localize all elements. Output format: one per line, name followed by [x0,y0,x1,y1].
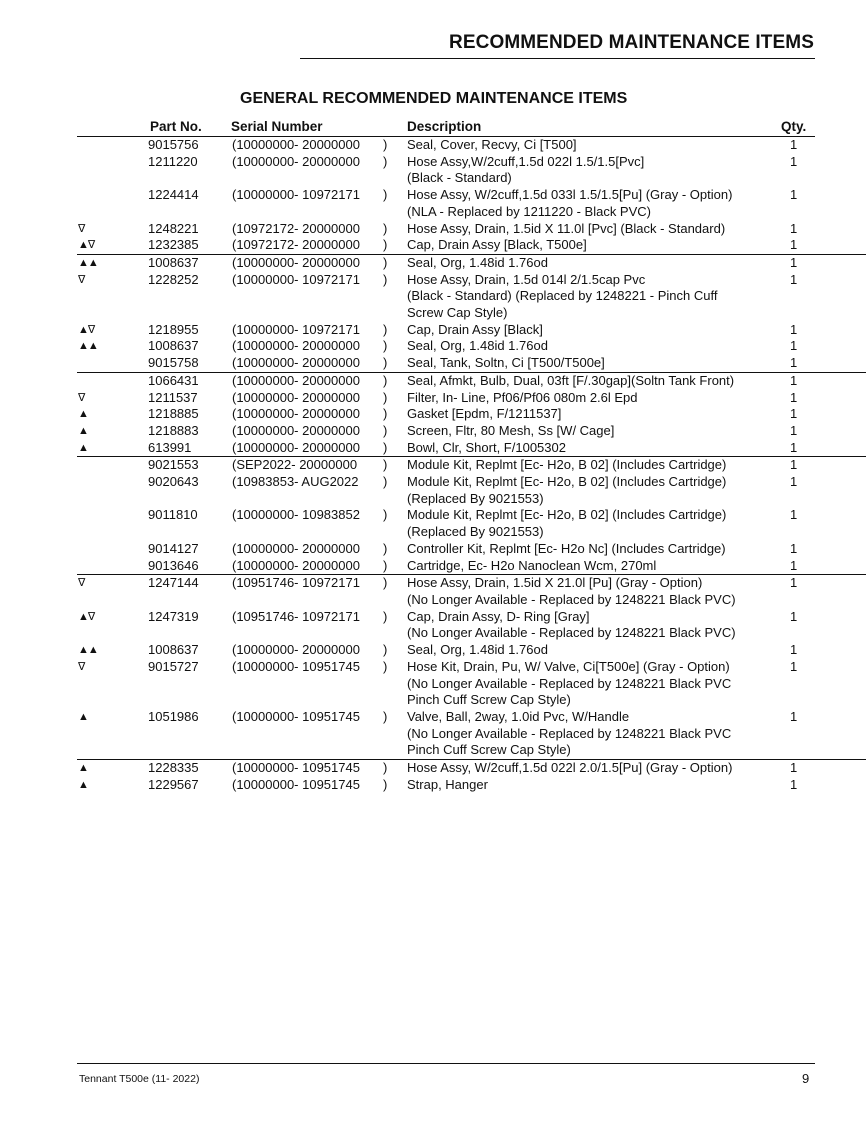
serial-close-paren: ) [383,187,388,203]
section-title: GENERAL RECOMMENDED MAINTENANCE ITEMS [240,90,628,107]
part-description: Seal, Afmkt, Bulb, Dual, 03ft [F/.30gap](Soltn Tank Front) [407,372,735,388]
column-header-description: Description [407,119,482,134]
row-marker: ∇ [78,577,85,590]
part-number: 1229567 [148,776,199,792]
part-description: Seal, Org, 1.48id 1.76od [407,642,548,658]
part-description: Hose Assy, Drain, 1.5id X 11.0l [Pvc] (Black - Standard) [407,220,726,236]
part-description: Hose Kit, Drain, Pu, W/ Valve, Ci[T500e] (Gray - Option) (No Longer Available - Replaced by 1248221 Black PVC Pinch Cuff Screw Cap Style) [407,658,732,708]
quantity: 1 [790,507,798,523]
table-row [0,507,866,540]
part-number: 1247319 [148,608,199,624]
quantity: 1 [790,271,798,287]
part-number: 9013646 [148,557,199,573]
part-description: Seal, Org, 1.48id 1.76od [407,254,548,270]
part-description: Bowl, Clr, Short, F/1005302 [407,439,566,455]
row-marker: ▲ [78,424,88,437]
serial-close-paren: ) [383,153,388,169]
column-header-part: Part No. [150,119,202,134]
part-description: Cap, Drain Assy [Black] [407,321,543,337]
row-marker: ▲ [78,441,88,454]
part-description: Module Kit, Replmt [Ec- H2o, B 02] (Includes Cartridge) (Replaced By 9021553) [407,474,727,506]
part-number: 1051986 [148,708,199,724]
serial-range: (10000000- 20000000 [232,355,360,371]
row-marker: ▲ [78,778,88,791]
serial-close-paren: ) [383,389,388,405]
serial-range: (10000000- 20000000 [232,540,360,556]
serial-close-paren: ) [383,254,388,270]
serial-range: (10972172- 20000000 [232,237,360,253]
serial-range: (10000000- 20000000 [232,439,360,455]
quantity: 1 [790,658,798,674]
column-header-qty: Qty. [781,119,807,134]
serial-close-paren: ) [383,760,388,776]
table-row [0,272,866,322]
part-number: 9011810 [148,507,198,523]
part-description: Cartridge, Ec- H2o Nanoclean Wcm, 270ml [407,557,657,573]
table-row [0,659,866,709]
part-number: 9015727 [148,658,199,674]
row-marker: ▲∇ [78,239,95,252]
part-number: 9014127 [148,540,199,556]
part-number: 1232385 [148,237,199,253]
serial-close-paren: ) [383,439,388,455]
serial-close-paren: ) [383,406,388,422]
quantity: 1 [790,406,798,422]
quantity: 1 [790,540,798,556]
quantity: 1 [790,389,798,405]
part-number: 1218885 [148,406,199,422]
serial-close-paren: ) [383,271,388,287]
serial-close-paren: ) [383,776,388,792]
serial-range: (10000000- 10951745 [232,776,360,792]
row-marker: ▲ [78,710,88,723]
table-row [0,221,866,238]
serial-range: (10000000- 20000000 [232,557,360,573]
quantity: 1 [790,557,798,573]
serial-range: (SEP2022- 20000000 [232,457,358,473]
part-number: 1228252 [148,271,199,287]
serial-range: (10951746- 10972171 [232,608,360,624]
part-description: Seal, Cover, Recvy, Ci [T500] [407,137,577,152]
serial-range: (10000000- 20000000 [232,406,360,422]
table-row [0,137,866,154]
part-description: Hose Assy, W/2cuff,1.5d 033l 1.5/1.5[Pu] (Gray - Option) (NLA - Replaced by 1211220 - Black PVC) [407,187,733,219]
serial-close-paren: ) [383,708,388,724]
part-number: 1218883 [148,422,199,438]
quantity: 1 [790,355,798,371]
serial-range: (10000000- 20000000 [232,642,360,658]
part-number: 1224414 [148,187,199,203]
row-marker: ▲▲ [78,256,98,269]
row-marker: ▲▲ [78,340,98,353]
serial-range: (10000000- 10951745 [232,708,360,724]
row-marker: ▲ [78,408,88,421]
table-row [0,709,866,759]
serial-range: (10000000- 10972171 [232,271,360,287]
table-row [0,390,866,407]
part-number: 1218955 [148,321,199,337]
page-title: RECOMMENDED MAINTENANCE ITEMS [449,32,814,53]
table-row [0,187,866,220]
part-number: 9015758 [148,355,199,371]
part-description: Hose Assy, Drain, 1.5d 014l 2/1.5cap Pvc (Black - Standard) (Replaced by 1248221 - Pinch Cuff Screw Cap Style) [407,271,718,321]
serial-range: (10000000- 10951745 [232,760,360,776]
table-row [0,777,866,794]
part-description: Valve, Ball, 2way, 1.0id Pvc, W/Handle (No Longer Available - Replaced by 1248221 Black PVC Pinch Cuff Screw Cap Style) [407,708,732,758]
serial-range: (10000000- 20000000 [232,389,360,405]
part-description: Cap, Drain Assy [Black, T500e] [407,237,587,253]
part-number: 1211537 [148,389,198,405]
part-description: Controller Kit, Replmt [Ec- H2o Nc] (Includes Cartridge) [407,540,726,556]
serial-range: (10000000- 10983852 [232,507,360,523]
serial-close-paren: ) [383,608,388,624]
quantity: 1 [790,708,798,724]
quantity: 1 [790,153,798,169]
quantity: 1 [790,474,798,490]
serial-range: (10000000- 10972171 [232,187,360,203]
serial-close-paren: ) [383,338,388,354]
table-row [0,609,866,642]
serial-close-paren: ) [383,540,388,556]
serial-range: (10000000- 20000000 [232,137,360,152]
part-number: 1008637 [148,642,199,658]
part-description: Hose Assy, Drain, 1.5id X 21.0l [Pu] (Gray - Option) (No Longer Available - Replaced by 1248221 Black PVC) [407,575,736,607]
serial-close-paren: ) [383,474,388,490]
serial-close-paren: ) [383,237,388,253]
quantity: 1 [790,338,798,354]
part-number: 1211220 [148,153,198,169]
part-description: Module Kit, Replmt [Ec- H2o, B 02] (Includes Cartridge) (Replaced By 9021553) [407,507,727,540]
part-description: Module Kit, Replmt [Ec- H2o, B 02] (Includes Cartridge) [407,457,727,473]
table-row [0,423,866,440]
table-row [77,574,866,608]
quantity: 1 [790,321,798,337]
part-number: 9021553 [148,457,199,473]
part-number: 1066431 [148,372,199,388]
part-description: Hose Assy, W/2cuff,1.5d 022l 2.0/1.5[Pu] (Gray - Option) [407,760,733,776]
serial-close-paren: ) [383,321,388,337]
part-number: 1008637 [148,254,199,270]
quantity: 1 [790,220,798,236]
row-marker: ∇ [78,273,85,286]
serial-range: (10983853- AUG2022 [232,474,359,490]
serial-close-paren: ) [383,137,388,152]
quantity: 1 [790,575,798,591]
row-marker: ▲∇ [78,610,95,623]
quantity: 1 [790,608,798,624]
footer-rule [77,1063,815,1064]
quantity: 1 [790,776,798,792]
table-row [0,322,866,339]
row-marker: ▲∇ [78,323,95,336]
serial-close-paren: ) [383,658,388,674]
parts-table [0,137,866,793]
part-number: 1008637 [148,338,199,354]
table-row [0,541,866,558]
quantity: 1 [790,422,798,438]
part-number: 9020643 [148,474,199,490]
page-number: 9 [802,1071,810,1086]
part-number: 1228335 [148,760,199,776]
table-row [0,440,866,457]
serial-range: (10951746- 10972171 [232,575,360,591]
serial-range: (10000000- 20000000 [232,153,360,169]
quantity: 1 [790,372,798,388]
table-row [77,759,866,777]
table-row [77,254,866,272]
table-row [77,372,866,390]
table-row [0,406,866,423]
table-row [0,558,866,575]
part-number: 1248221 [148,220,199,236]
serial-range: (10000000- 20000000 [232,254,360,270]
part-description: Gasket [Epdm, F/1211537] [407,406,562,422]
table-row [0,642,866,659]
row-marker: ∇ [78,222,85,235]
serial-close-paren: ) [383,507,388,523]
serial-close-paren: ) [383,220,388,236]
row-marker: ∇ [78,660,85,673]
part-description: Strap, Hanger [407,776,488,792]
quantity: 1 [790,254,798,270]
footer-document-id: Tennant T500e (11- 2022) [79,1073,200,1085]
part-number: 9015756 [148,137,199,152]
serial-close-paren: ) [383,422,388,438]
quantity: 1 [790,187,798,203]
part-description: Screen, Fltr, 80 Mesh, Ss [W/ Cage] [407,422,615,438]
quantity: 1 [790,457,798,473]
serial-close-paren: ) [383,355,388,371]
serial-range: (10000000- 10951745 [232,658,360,674]
quantity: 1 [790,760,798,776]
table-row [0,338,866,355]
serial-range: (10000000- 20000000 [232,338,360,354]
row-marker: ▲ [78,762,88,775]
part-description: Hose Assy,W/2cuff,1.5d 022l 1.5/1.5[Pvc] (Black - Standard) [407,153,645,186]
serial-range: (10000000- 20000000 [232,422,360,438]
part-number: 613991 [148,439,192,455]
quantity: 1 [790,237,798,253]
part-description: Cap, Drain Assy, D- Ring [Gray] (No Longer Available - Replaced by 1248221 Black PVC) [407,608,736,641]
table-row [0,154,866,187]
table-row [0,474,866,507]
serial-range: (10972172- 20000000 [232,220,360,236]
serial-range: (10000000- 10972171 [232,321,360,337]
serial-close-paren: ) [383,372,388,388]
quantity: 1 [790,137,798,152]
serial-close-paren: ) [383,457,388,473]
row-marker: ▲▲ [78,644,98,657]
table-row [77,456,866,474]
serial-close-paren: ) [383,575,388,591]
column-header-serial: Serial Number [231,119,323,134]
part-number: 1247144 [148,575,199,591]
quantity: 1 [790,439,798,455]
row-marker: ∇ [78,391,85,404]
table-row [0,237,866,254]
serial-close-paren: ) [383,557,388,573]
part-description: Filter, In- Line, Pf06/Pf06 080m 2.6l Epd [407,389,638,405]
part-description: Seal, Tank, Soltn, Ci [T500/T500e] [407,355,605,371]
table-row [0,355,866,372]
serial-range: (10000000- 20000000 [232,372,360,388]
serial-close-paren: ) [383,642,388,658]
quantity: 1 [790,642,798,658]
title-rule [300,58,815,59]
part-description: Seal, Org, 1.48id 1.76od [407,338,548,354]
